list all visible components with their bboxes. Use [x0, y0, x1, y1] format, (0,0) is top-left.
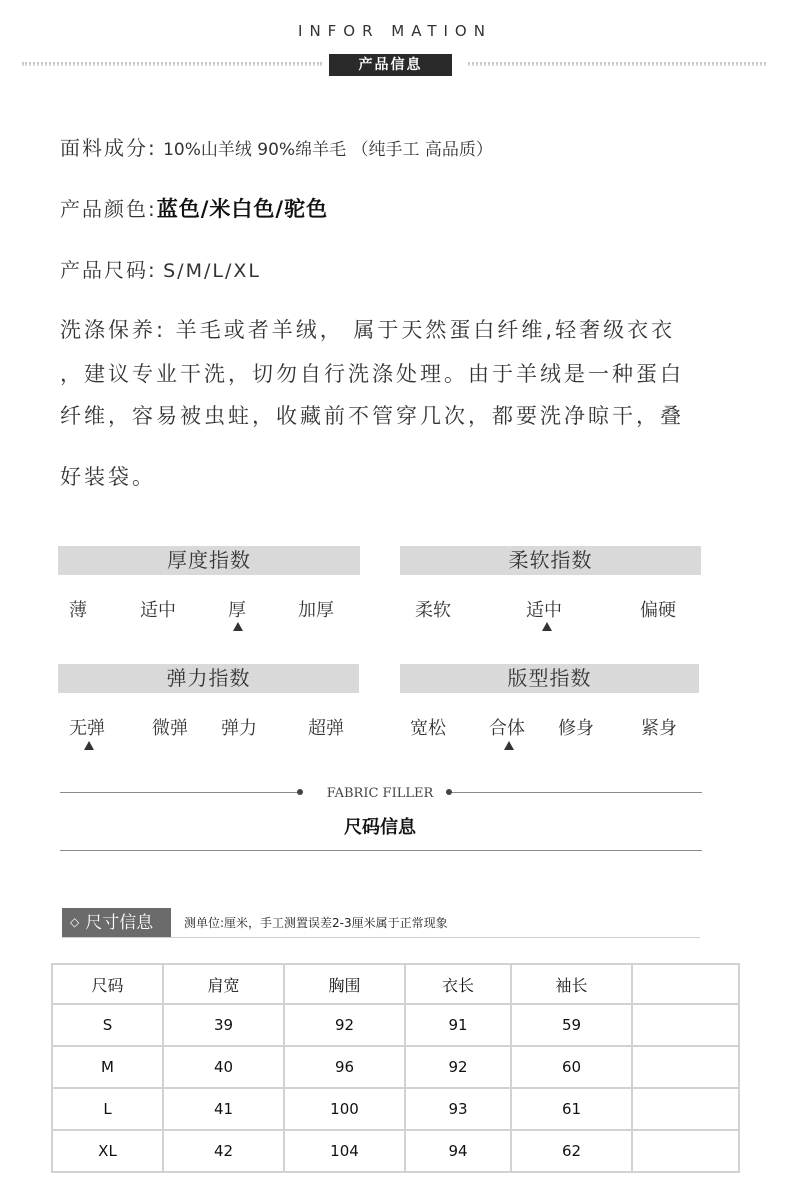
table-header-cell: 胸围 — [284, 964, 405, 1004]
fit-index-title: 版型指数 — [400, 664, 699, 693]
care-line: 好装袋。 — [60, 465, 156, 489]
spec-fabric — [60, 132, 493, 161]
table-cell — [632, 1088, 739, 1130]
table-cell: 59 — [511, 1004, 632, 1046]
elasticity-option-selected: 无弹 — [69, 718, 105, 739]
table-cell: 39 — [163, 1004, 284, 1046]
table-cell — [632, 1130, 739, 1172]
table-row — [52, 1046, 739, 1088]
table-cell: M — [52, 1046, 163, 1088]
care-line: ，建议专业干洗，切勿自行洗涤处理。由于羊绒是一种蛋白 — [60, 362, 684, 386]
header-divider-left — [22, 62, 322, 66]
header-chinese-title: 产品信息 — [329, 54, 452, 76]
thickness-option: 适中 — [140, 600, 176, 621]
elasticity-option: 超弹 — [308, 718, 344, 739]
elasticity-indicator-triangle — [84, 741, 94, 750]
table-cell: 91 — [405, 1004, 511, 1046]
table-cell: 41 — [163, 1088, 284, 1130]
size-info-heading: 尺码信息 — [344, 817, 416, 838]
size-info-tag — [62, 908, 171, 937]
table-header-cell: 肩宽 — [163, 964, 284, 1004]
fit-option: 紧身 — [641, 718, 677, 739]
spec-fabric-value: 10%山羊绒 90%绵羊毛 （纯手工 高品质） — [163, 140, 493, 160]
table-header-cell: 袖长 — [511, 964, 632, 1004]
table-header-cell: 衣长 — [405, 964, 511, 1004]
fabric-divider-bottom — [60, 850, 702, 851]
table-cell: 96 — [284, 1046, 405, 1088]
header-divider-right — [468, 62, 766, 66]
fit-option: 宽松 — [410, 718, 446, 739]
table-cell: 61 — [511, 1088, 632, 1130]
table-cell: 100 — [284, 1088, 405, 1130]
size-table — [51, 963, 740, 1173]
spec-size-value: S/M/L/XL — [163, 260, 261, 282]
fabric-filler-label: FABRIC FILLER — [326, 786, 434, 801]
thickness-option-selected: 厚 — [228, 600, 246, 621]
softness-option-selected: 适中 — [526, 600, 562, 621]
care-line: 洗涤保养: 羊毛或者羊绒， 属于天然蛋白纤维,轻奢级衣衣 — [60, 318, 676, 342]
size-measure-note: 测单位:厘米，手工测置误差2-3厘米属于正常现象 — [184, 916, 448, 930]
spec-fabric-key: 面料成分: — [60, 136, 157, 160]
table-cell: XL — [52, 1130, 163, 1172]
size-tag-underline — [62, 937, 700, 938]
table-header-cell — [632, 964, 739, 1004]
table-cell: 60 — [511, 1046, 632, 1088]
table-cell: 94 — [405, 1130, 511, 1172]
thickness-indicator-triangle — [233, 622, 243, 631]
table-cell: 92 — [284, 1004, 405, 1046]
table-cell: S — [52, 1004, 163, 1046]
table-row — [52, 1088, 739, 1130]
elasticity-index-title: 弹力指数 — [58, 664, 359, 693]
thickness-index-title: 厚度指数 — [58, 546, 360, 575]
thickness-option: 薄 — [69, 600, 87, 621]
diamond-icon: ◇ — [70, 915, 80, 929]
softness-option: 柔软 — [415, 600, 451, 621]
fit-indicator-triangle — [504, 741, 514, 750]
table-cell: 62 — [511, 1130, 632, 1172]
spec-size — [60, 254, 261, 283]
table-cell — [632, 1004, 739, 1046]
table-header-cell: 尺码 — [52, 964, 163, 1004]
thickness-option: 加厚 — [298, 600, 334, 621]
size-info-tag-label: 尺寸信息 — [85, 913, 154, 933]
table-cell: 92 — [405, 1046, 511, 1088]
elasticity-option: 弹力 — [221, 718, 257, 739]
spec-color-key: 产品颜色: — [60, 197, 157, 221]
spec-size-key: 产品尺码: — [60, 258, 157, 282]
fit-option-selected: 合体 — [489, 718, 525, 739]
table-cell: L — [52, 1088, 163, 1130]
table-header-row — [52, 964, 739, 1004]
table-cell: 42 — [163, 1130, 284, 1172]
table-cell: 40 — [163, 1046, 284, 1088]
spec-color-value: 蓝色/米白色/驼色 — [156, 197, 329, 221]
softness-option: 偏硬 — [640, 600, 676, 621]
table-cell: 93 — [405, 1088, 511, 1130]
care-line: 纤维，容易被虫蛀，收藏前不管穿几次，都要洗净晾干，叠 — [60, 404, 684, 428]
elasticity-option: 微弹 — [152, 718, 188, 739]
softness-index-title: 柔软指数 — [400, 546, 701, 575]
header-english-title: INFOR MATION — [298, 22, 492, 40]
table-cell — [632, 1046, 739, 1088]
softness-indicator-triangle — [542, 622, 552, 631]
table-row — [52, 1004, 739, 1046]
spec-color — [60, 193, 328, 223]
table-cell: 104 — [284, 1130, 405, 1172]
fit-option: 修身 — [558, 718, 594, 739]
table-row — [52, 1130, 739, 1172]
